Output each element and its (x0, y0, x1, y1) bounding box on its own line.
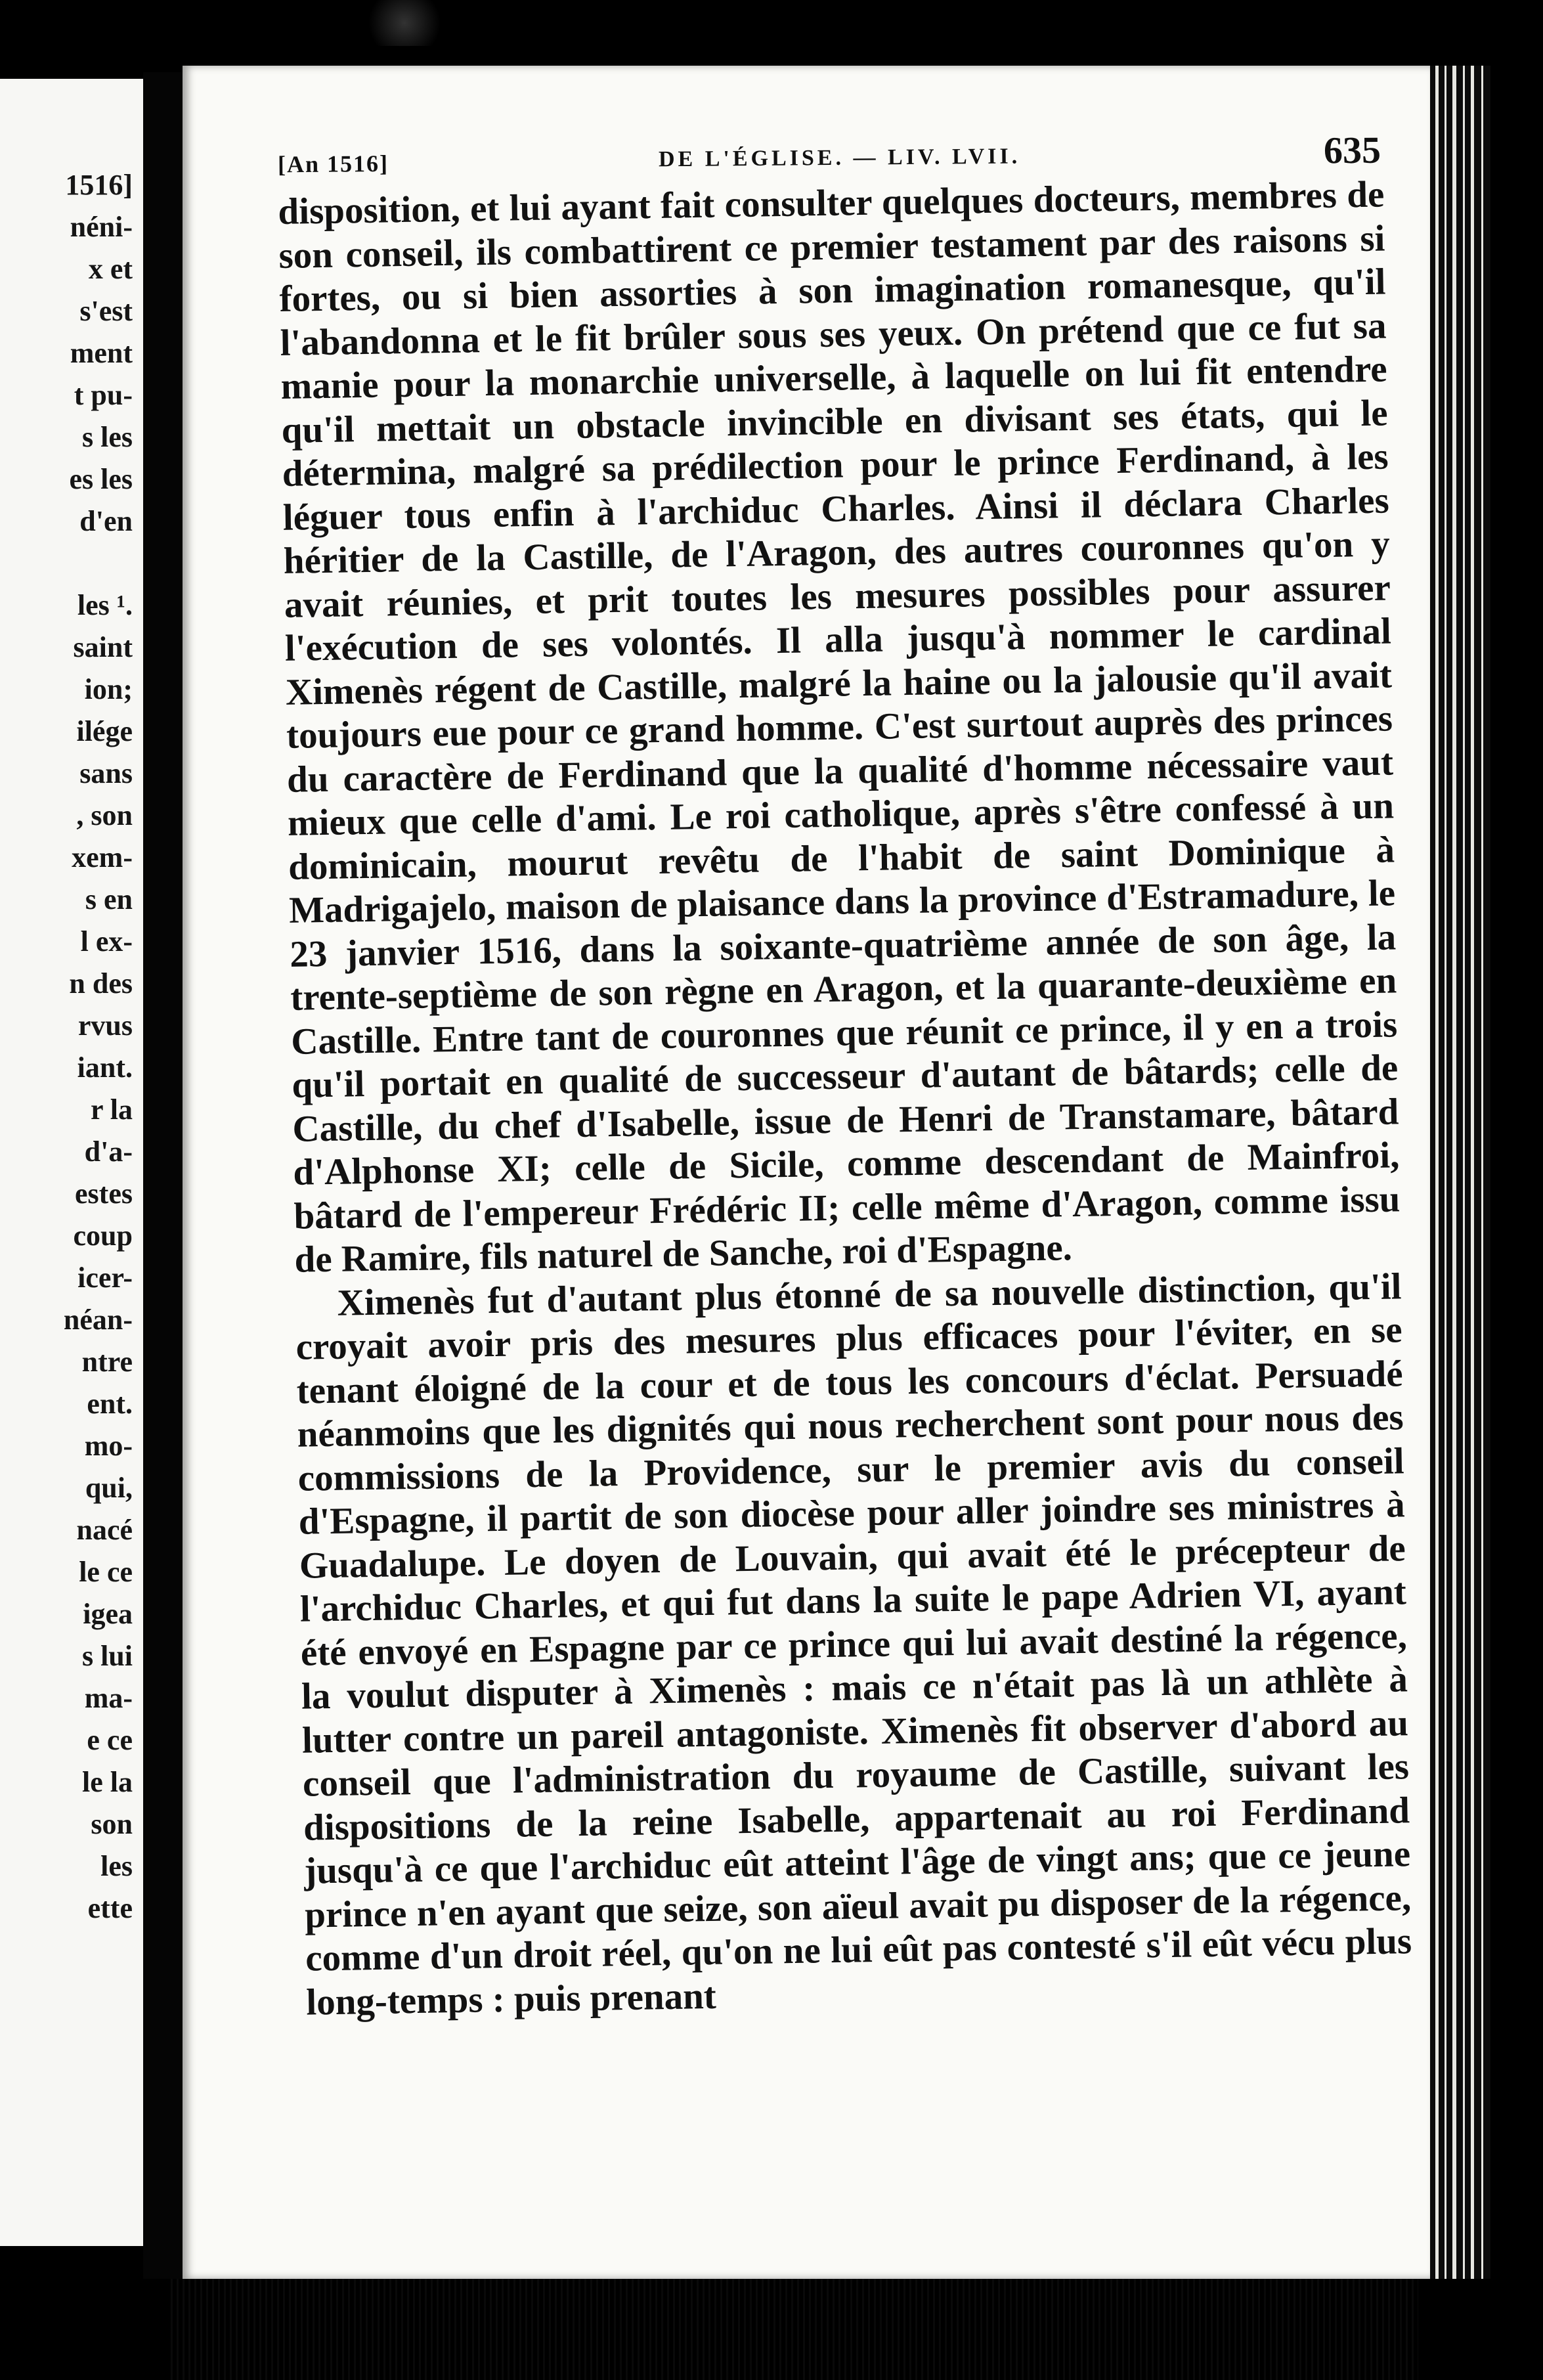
left-page-line: es les (69, 463, 133, 495)
left-page-line: saint (73, 631, 133, 663)
page-edge-line (1481, 66, 1483, 2279)
left-page-line: le ce (79, 1556, 133, 1588)
left-page-line: le la (82, 1766, 133, 1798)
left-page-line: t pu- (74, 379, 133, 411)
left-page-line: s les (82, 421, 133, 453)
left-page-line: xem- (72, 841, 133, 873)
left-page-fragment (0, 79, 143, 2246)
left-page-line: nacé (76, 1514, 133, 1546)
header-title: DE L'ÉGLISE. — LIV. LVII. (658, 144, 1021, 172)
left-page-line: s lui (81, 1640, 133, 1672)
main-page (183, 66, 1430, 2279)
left-page-line: x et (88, 253, 133, 285)
page-edge-line (1463, 66, 1465, 2279)
scan-noise-bottom (171, 2279, 1418, 2380)
page-edge-line (1435, 66, 1439, 2279)
left-page-line (64, 542, 133, 584)
left-page-line: néan- (63, 1304, 133, 1336)
left-page-line: iant. (77, 1051, 133, 1084)
page-edge-line (1452, 66, 1456, 2279)
left-page-line: les ¹. (77, 589, 133, 621)
left-page-line: néni- (70, 211, 133, 243)
left-page-line: sans (79, 757, 133, 789)
book-gutter (143, 72, 183, 2279)
left-page-line: rvus (77, 1009, 133, 1042)
left-page-line: d'a- (84, 1135, 133, 1168)
left-page-line: , son (76, 799, 133, 831)
header-year: [An 1516] (277, 150, 389, 178)
left-page-line: coup (73, 1220, 133, 1252)
left-page-line: n des (69, 967, 133, 1000)
left-page-line: d'en (79, 505, 133, 537)
left-page-line: icer- (77, 1262, 133, 1294)
paragraph-1: disposition, et lui ayant fait consulter quelques docteurs, membres de son conseil, ils combattirent ce premier testament par des raisons si fortes, ou si bien assorties à son imagination romanesque, qu'il l'abandonna et le fit brûler sous ses yeux. On prétend que ce fut sa manie pour la monarchie universelle, à laquelle on lui fit entendre qu'il mettait un obstacle invincible en divisant ses états, qui le détermina, malgré sa prédilection pour le prince Ferdinand, à les léguer tous enfin à l'archiduc Charles. Ainsi il déclara Charles héritier de la Castille, de l'Aragon, des autres couronnes qu'on y avait réunies, et prit toutes les mesures possibles pour assurer l'exécution de ses volontés. Il alla jusqu'à nommer le cardinal Ximenès régent de Castille, malgré la haine ou la jalousie qu'il avait toujours eue pour ce grand homme. C'est surtout auprès des princes du caractère de Ferdinand que la qualité d'homme nécessaire vaut mieux que celle d'ami. Le roi catholique, après s'être confessé à un dominicain, mourut revêtu de l'habit de saint Dominique à Madrigajelo, maison de plaisance dans la province d'Estramadure, le 23 janvier 1516, dans la soixante-quatrième année de son âge, la trente-septième de son règne en Aragon, et la quarante-deuxième en Castille. Entre tant de couronnes que réunit ce prince, il y en a trois qu'il portait en qualité de successeur d'autant de bâtards; celle de Castille, du chef d'Isabelle, issue de Henri de Transtamare, bâtard d'Alphonse XI; celle de Sicile, comme descendant de Mainfroi, bâtard de l'empereur Frédéric II; celle même d'Aragon, comme issu de Ramire, fils naturel de Sanche, roi d'Espagne. (278, 173, 1401, 1281)
left-page-line: mo- (84, 1430, 133, 1462)
left-page-line: ette (87, 1892, 133, 1924)
left-page-line: les (100, 1850, 133, 1882)
page-edges (1430, 66, 1490, 2279)
left-page-line: e ce (87, 1724, 133, 1756)
left-page-line: ma- (84, 1682, 133, 1714)
left-page-line: s'est (79, 295, 133, 327)
left-page-line: ment (70, 337, 133, 369)
left-page-line: qui, (85, 1472, 133, 1504)
left-page-line: ilége (76, 715, 133, 747)
scan-noise-top (368, 0, 460, 46)
page-edge-line (1445, 66, 1446, 2279)
left-page-line: ent. (87, 1388, 133, 1420)
page-number: 635 (1323, 128, 1381, 172)
left-page-line: s en (85, 883, 133, 915)
left-page-line: r la (91, 1093, 133, 1126)
body-text (278, 173, 1413, 2025)
left-page-line: ion; (84, 673, 133, 705)
paragraph-2: Ximenès fut d'autant plus étonné de sa nouvelle distinction, qu'il croyait avoir pris des mesures plus efficaces pour l'éviter, en se tenant éloigné de la cour et de tous les concours d'éclat. Persuadé néanmoins que les dignités qui nous recherchent sont pour nous des commissions de la Providence, sur le premier avis du conseil d'Espagne, il partit de son diocèse pour aller joindre ses ministres à Guadalupe. Le doyen de Louvain, qui avait été le précepteur de l'archiduc Charles, et qui fut dans la suite le pape Adrien VI, ayant été envoyé en Espagne par ce prince qui lui avait destiné la régence, la voulut disputer à Ximenès : mais ce n'était pas là un athlète à lutter contre un pareil antagoniste. Ximenès fit observer d'abord au conseil que l'administration du royaume de Castille, suivant les dispositions de la reine Isabelle, appartenait au roi Ferdinand jusqu'à ce que l'archiduc eût atteint l'âge de vingt ans; que ce jeune prince n'en ayant que seize, son aïeul avait pu disposer de la régence, comme d'un droit réel, qu'on ne lui eût pas contesté s'il eût vécu plus long-temps : puis prenant (295, 1265, 1412, 2023)
left-page-line: estes (75, 1178, 133, 1210)
left-page-line: son (91, 1808, 133, 1840)
left-page-line: l ex- (80, 925, 133, 958)
left-page-line: 1516] (65, 169, 133, 201)
left-page-line: ntre (81, 1346, 133, 1378)
left-page-line: igea (83, 1598, 133, 1630)
page-edge-line (1471, 66, 1474, 2279)
left-page-text (64, 164, 133, 1929)
